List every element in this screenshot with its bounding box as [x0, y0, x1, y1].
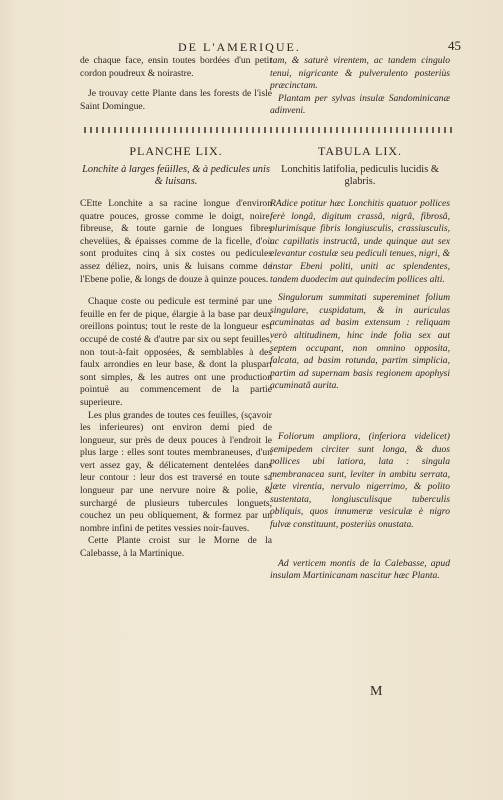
right-column — [270, 198, 450, 583]
left-top-para: de chaque face, ensin toutes bordées d'un petit cordon poudreux & noirastre. — [80, 55, 272, 79]
right-paragraph: Foliorum ampliora, (inferiora videlicet) semipedem circiter sunt longa, & duos pollices ubi latiora, lata : singula membranacea sunt, leviter in ambitu serrata, læte virentia, nervulo nigerrimo, & polito sustentata, longiusculisque tuberculis obliquis, quos innumeræ vesiculæ è nigro fulvæ constituunt, posteriùs onustata. — [270, 430, 450, 531]
left-paragraph: CEtte Lonchite a sa racine longue d'environ quatre pouces, grosse comme le doigt, noire, fibreuse, & toute garnie de longues fibres chevelües, & épaisses comme de la ficelle, d'où sont produites cinq à six costes ou pedicules assez déliez, noirs, unis & luisans comme de l'Ebene polie, & longs de douze à quinze pouces. — [80, 198, 272, 285]
signature-mark: M — [370, 684, 383, 699]
page-number: 45 — [448, 38, 461, 53]
plate-title-right: TABULA LIX. — [317, 144, 403, 158]
ornament-divider — [84, 127, 452, 133]
plate-subtitle-right: Lonchitis latifolia, pediculis lucidis & glabris. — [281, 164, 439, 187]
left-paragraph: Chaque coste ou pedicule est terminé par une feuille en fer de pique, élargie à la base par deux oreillons pointus; tout le reste de la longueur est occupé de costé & d'autre par six ou sept feuilles, non tout-à-fait opposées, & semblables à des faulx arrondies en leur base, & dont la pluspart sont simples, & les autres ont une production pointuë au commencement de la partie superieure. — [80, 296, 272, 408]
right-paragraph: Singulorum summitati supereminet folium singulare, cuspidatum, & in auriculas acuminatas ad basim extensum : reliquam verò altitudinem, hinc inde folia sex aut septem occupant, non omnino opposita, falcata, ad basim rotunda, partim simplicia, partim ad supernam basis regionem apophysi acuminatâ aurita. — [270, 292, 450, 392]
running-head: DE L'AMERIQUE. — [178, 40, 301, 54]
plate-title-left: PLANCHE LIX. — [129, 144, 223, 158]
right-paragraph: Ad verticem montis de la Calebasse, apud insulam Martinicanam nascitur hæc Planta. — [270, 557, 450, 582]
right-top-para: tam, & saturè virentem, ac tandem cingulo tenui, nigricante & pulverulento posteriùs præcinctam. — [270, 55, 450, 92]
left-top-para-2: Je trouvay cette Plante dans les forests de l'isle Saint Domingue. — [80, 88, 272, 112]
left-paragraph: Les plus grandes de toutes ces feuilles, (sçavoir les inferieures) ont environ demi pied de longueur, sur près de deux pouces à l'endroit le plus large : elles sont toutes membraneuses, d'un vert assez gay, & délicatement dentelées dans leur contour : leur dos est traversé en toute sa longueur par une nervure noire & polie, & surchargé de plusieurs tubercules longuets, couchez un peu obliquement, & formez par un nombre infini de petites vessies noir-fauves. — [80, 409, 272, 534]
right-paragraph: RAdice potitur hæc Lonchitis quatuor pollices ferè longâ, digitum crassâ, nigrâ, fibrosâ, plurimísque fibris longiusculis, crassiusculis, ac capillatis instructâ, unde quinque aut sex elevantur costulæ seu pediculi tenues, nigri, & instar Ebeni politi, uniti ac splendentes, tandem duodecim aut quindecim pollices alti. — [270, 198, 450, 285]
right-top-text — [270, 55, 450, 118]
left-paragraph: Cette Plante croist sur le Morne de la Calebasse, à la Martinique. — [80, 535, 272, 560]
plate-subtitle-left: Lonchite à larges feüilles, & à pedicules unis & luisans. — [82, 164, 270, 187]
left-top-text — [80, 55, 272, 113]
left-column — [80, 198, 272, 561]
right-top-para-2: Plantam per sylvas insulæ Sandominicanæ adinveni. — [270, 92, 450, 117]
